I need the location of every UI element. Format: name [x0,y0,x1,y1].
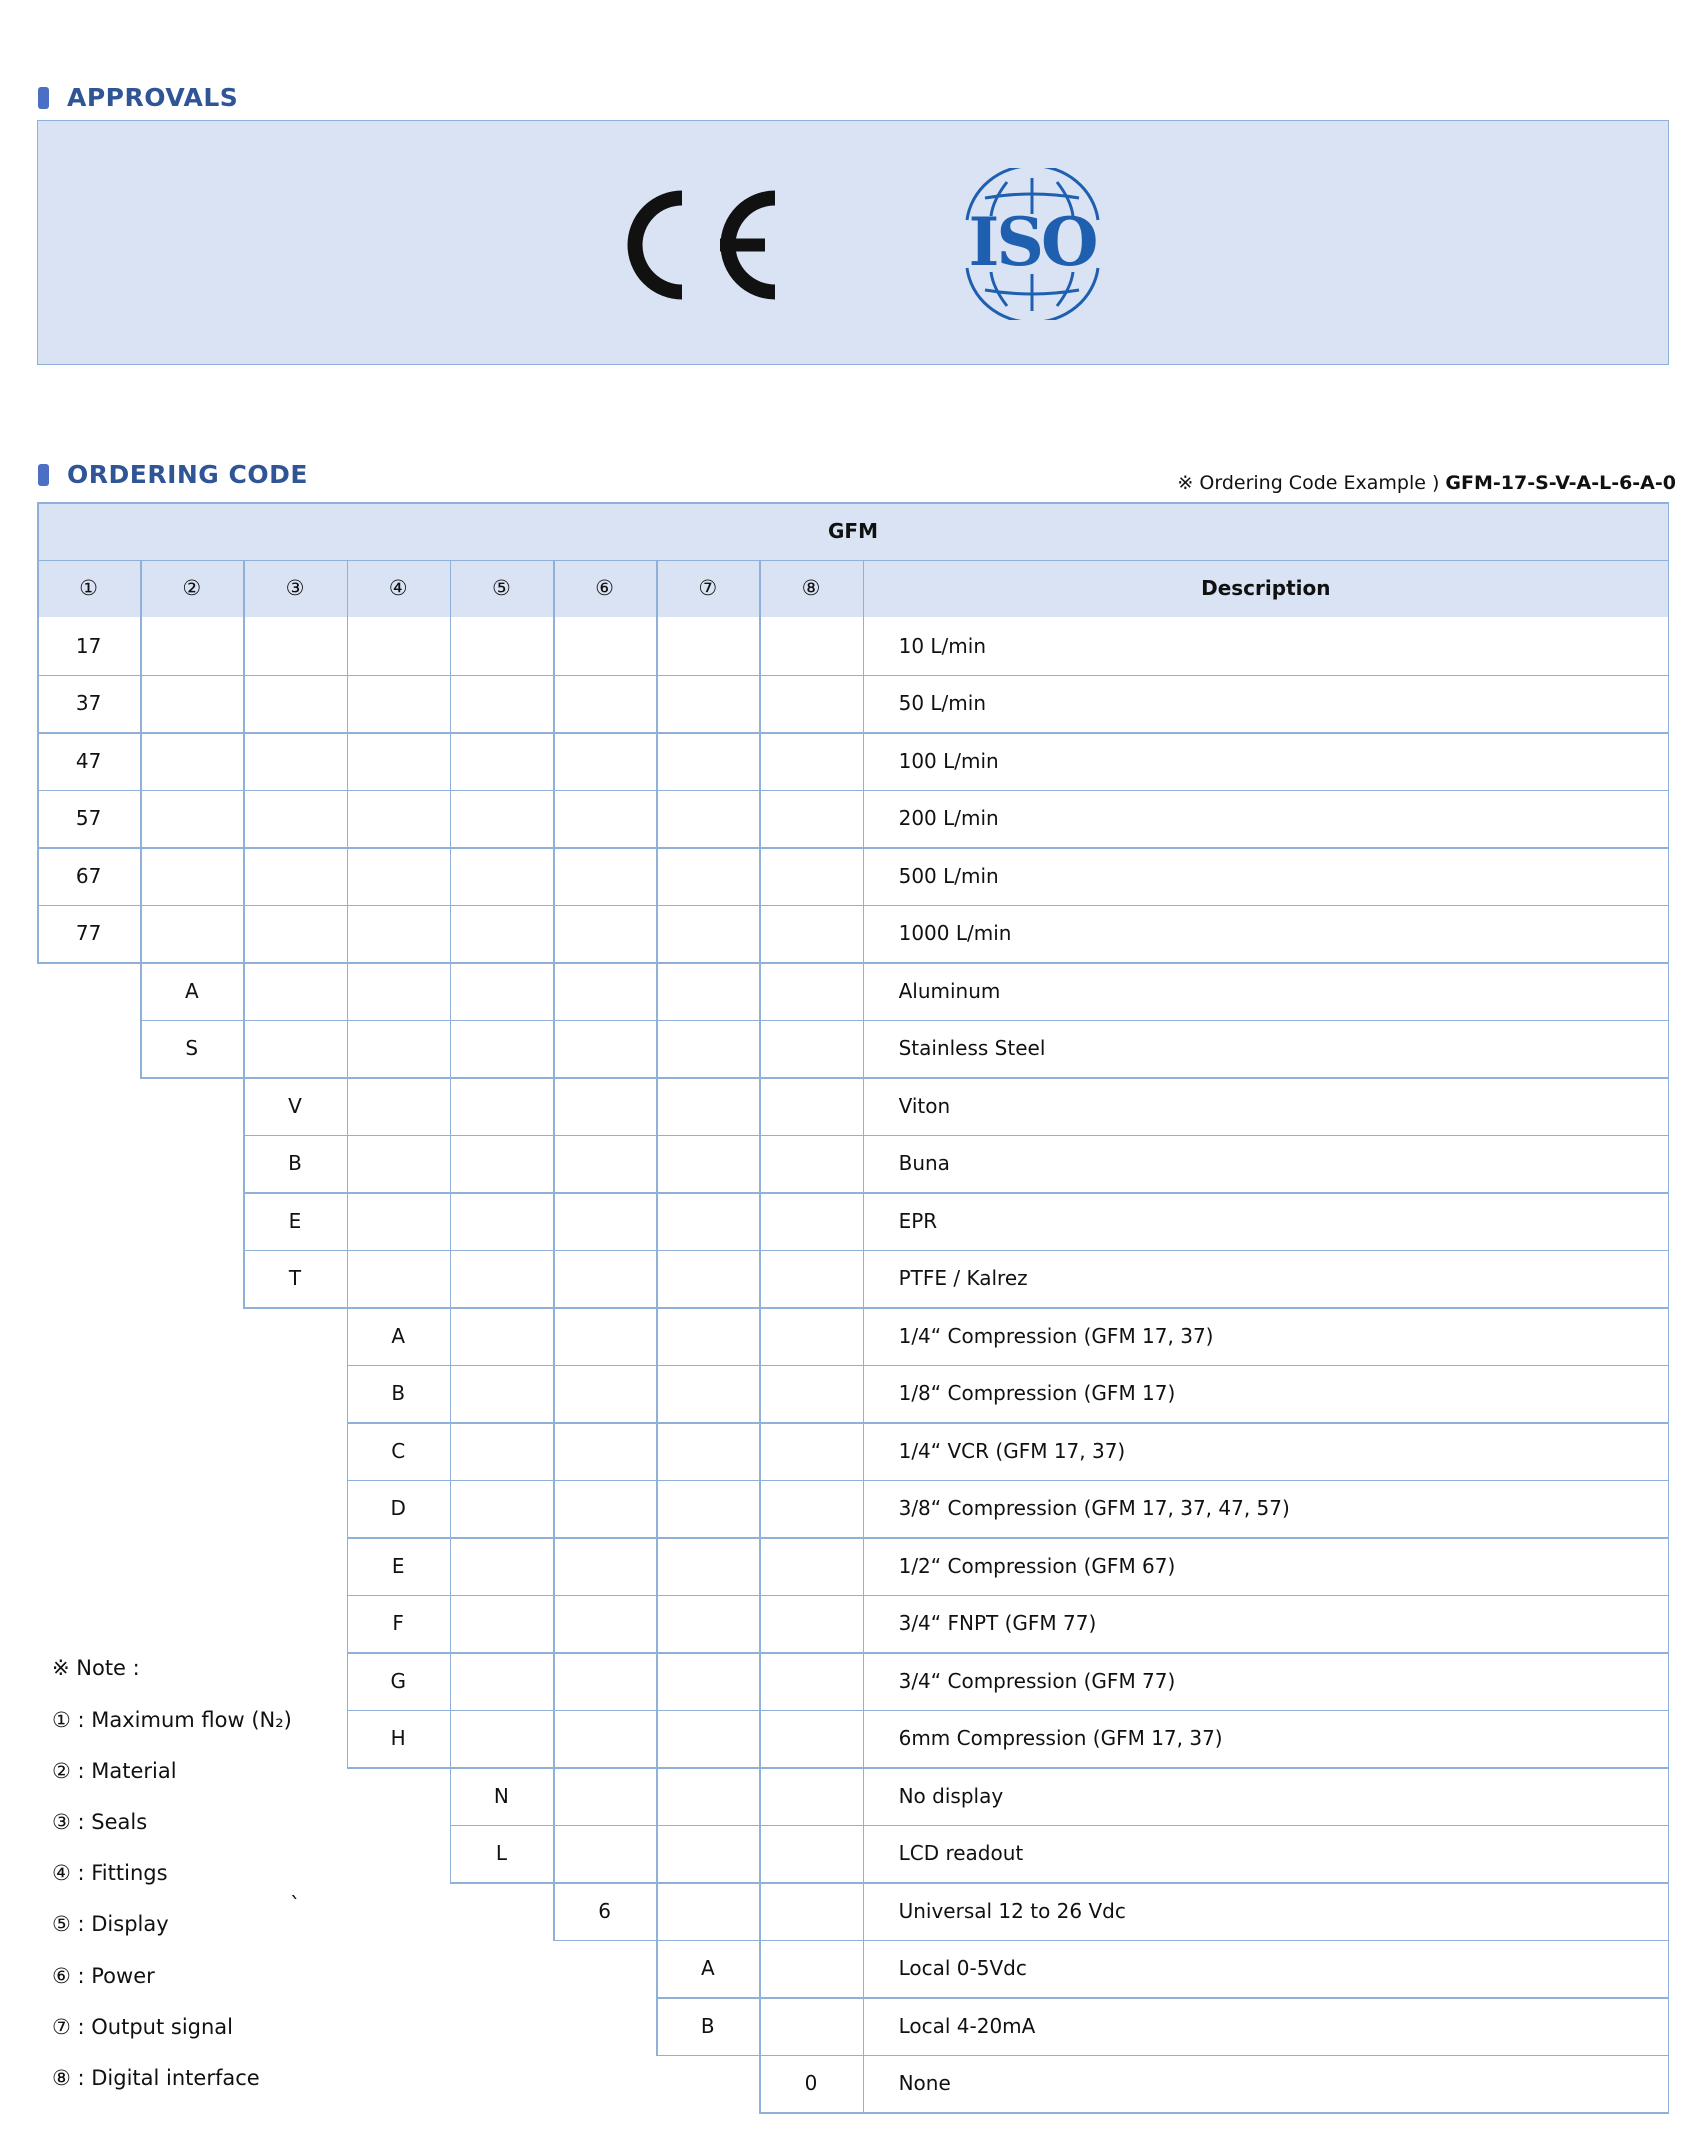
table-border [140,560,142,618]
table-border [656,1940,658,1998]
description-cell: 500 L/min [898,863,999,888]
table-border [759,1422,761,1480]
stray-mark: ` [290,1893,301,1917]
code-cell: E [288,1208,302,1233]
table-border [656,905,658,963]
table-border [347,1422,349,1480]
table-border [450,1135,452,1193]
table-border [656,1652,658,1710]
description-cell: Stainless Steel [898,1036,1046,1061]
table-border [37,847,39,905]
table-border [347,1307,349,1365]
code-cell: 6 [598,1898,611,1923]
table-border [450,617,452,675]
table-border [863,1135,865,1193]
table-border [243,1077,245,1135]
table-border [553,560,555,618]
svg-text:ISO: ISO [968,203,1096,281]
approvals-panel [37,120,1669,365]
ordering-heading [38,460,308,489]
code-cell: T [288,1266,302,1291]
table-border [863,905,865,963]
table-border [656,1480,658,1538]
table-border [243,1135,245,1193]
note-item: ① : Maximum flow (N₂) [52,1708,292,1732]
table-border [759,1595,761,1653]
table-border [656,1020,658,1078]
table-border [759,1365,761,1423]
table-border [243,847,245,905]
table-border [347,847,349,905]
table-border [450,1192,452,1250]
table-border [140,617,142,675]
table-border [863,675,865,733]
code-cell: B [700,2013,715,2038]
table-border [450,1767,452,1825]
table-border [863,1192,865,1250]
table-border [759,1940,761,1998]
ordering-example [1177,472,1676,494]
table-border [1668,1997,1670,2055]
code-cell: 17 [75,633,102,658]
table-border [656,1192,658,1250]
table-border [759,2112,1669,2114]
code-cell: 67 [75,863,102,888]
table-border [863,1480,865,1538]
table-title: GFM [37,502,1669,560]
table-border [759,1077,761,1135]
table-border [347,732,349,790]
table-border [759,732,761,790]
table-border [347,1020,349,1078]
ce-mark-icon [625,190,780,300]
table-border [759,790,761,848]
notes-title: ※ Note : [52,1656,140,1680]
table-border [863,1882,865,1940]
description-cell: 1/4“ VCR (GFM 17, 37) [898,1438,1126,1463]
column-header: ① [79,576,98,601]
table-border [347,1365,349,1423]
description-cell: 1/4“ Compression (GFM 17, 37) [898,1323,1214,1348]
table-border [656,1595,658,1653]
approvals-heading [38,83,238,112]
table-border [347,1077,349,1135]
code-cell: B [391,1381,406,1406]
table-border [1668,1077,1670,1135]
section-marker-icon [38,464,49,486]
table-border [243,1250,245,1308]
note-item: ⑤ : Display [52,1912,169,1936]
table-border [347,675,349,733]
table-border [863,1422,865,1480]
table-border [243,732,245,790]
table-border [553,617,555,675]
table-border [1668,905,1670,963]
table-border [243,675,245,733]
table-border [347,1250,349,1308]
ordering-title: ORDERING CODE [67,460,308,489]
table-border [759,1710,761,1768]
table-border [450,1595,452,1653]
table-border [863,560,865,618]
column-header: ② [182,576,202,601]
table-border [759,1767,761,1825]
table-border [450,1537,452,1595]
table-border [347,617,349,675]
table-border [656,962,658,1020]
table-border [347,1710,349,1768]
description-cell: 3/4“ Compression (GFM 77) [898,1668,1176,1693]
table-border [553,1365,555,1423]
table-border [450,675,452,733]
table-border [759,962,761,1020]
table-border [656,1250,658,1308]
code-cell: F [392,1611,404,1636]
table-border [553,905,555,963]
table-border [759,1307,761,1365]
table-border [37,560,1669,562]
table-border [347,905,349,963]
table-border [553,847,555,905]
table-border [37,905,39,963]
table-border [347,790,349,848]
description-cell: Universal 12 to 26 Vdc [898,1898,1126,1923]
table-border [656,1135,658,1193]
code-cell: N [493,1783,509,1808]
table-border [553,1710,555,1768]
table-border [863,1710,865,1768]
table-border [553,962,555,1020]
table-border [347,1135,349,1193]
table-border [1668,617,1670,675]
code-cell: A [184,978,199,1003]
table-border [553,1192,555,1250]
code-cell: S [185,1036,199,1061]
table-border [553,675,555,733]
table-border [243,962,245,1020]
code-cell: G [390,1668,406,1693]
table-border [656,1365,658,1423]
table-border [1668,1882,1670,1940]
table-border [759,1997,761,2055]
description-cell: Aluminum [898,978,1001,1003]
description-cell: 200 L/min [898,806,999,831]
column-header: ③ [285,576,305,601]
table-border [1668,1192,1670,1250]
table-border [1668,675,1670,733]
table-border [347,1480,349,1538]
table-border [450,1250,452,1308]
table-border [863,732,865,790]
table-border [553,1250,555,1308]
table-border [863,1940,865,1998]
table-border [656,1422,658,1480]
table-border [1668,1537,1670,1595]
table-border [553,1825,555,1883]
table-border [37,617,39,675]
table-border [347,1595,349,1653]
table-border [1668,1250,1670,1308]
table-border [450,847,452,905]
table-border [140,790,142,848]
table-border [863,1250,865,1308]
table-border [759,1135,761,1193]
table-border [347,560,349,618]
column-header: ⑥ [595,576,614,601]
table-border [759,1882,761,1940]
description-cell: None [898,2071,951,2096]
table-border [759,847,761,905]
table-border [863,1595,865,1653]
description-cell: 1/8“ Compression (GFM 17) [898,1381,1176,1406]
code-cell: C [391,1438,406,1463]
table-border [450,962,452,1020]
table-border [553,1020,555,1078]
table-border [759,617,761,675]
column-header: ④ [388,576,408,601]
table-border [553,732,555,790]
table-border [1668,1767,1670,1825]
description-cell: Viton [898,1093,951,1118]
description-cell: 100 L/min [898,748,999,773]
table-border [863,962,865,1020]
description-cell: Buna [898,1151,950,1176]
table-border [1668,1365,1670,1423]
table-border [450,905,452,963]
table-border [1668,502,1670,617]
table-border [347,962,349,1020]
description-cell: EPR [898,1208,938,1233]
table-border [140,905,142,963]
table-border [243,1192,245,1250]
table-border [450,1825,452,1883]
table-border [553,1135,555,1193]
table-border [863,1077,865,1135]
table-border [863,1307,865,1365]
table-border [863,1537,865,1595]
table-border [1668,962,1670,1020]
description-cell: 1000 L/min [898,921,1012,946]
code-cell: H [390,1726,406,1751]
column-header: ⑤ [491,576,511,601]
table-border [1668,732,1670,790]
description-cell: Local 0-5Vdc [898,1956,1027,1981]
table-border [553,1652,555,1710]
table-border [759,1020,761,1078]
table-border [1668,1422,1670,1480]
table-border [347,1537,349,1595]
table-border [759,905,761,963]
note-item: ④ : Fittings [52,1861,168,1885]
table-border [553,790,555,848]
table-border [863,617,865,675]
table-border [450,1365,452,1423]
table-border [759,675,761,733]
code-cell: 0 [804,2071,818,2096]
table-border [553,1537,555,1595]
description-cell: PTFE / Kalrez [898,1266,1028,1291]
description-cell: LCD readout [898,1841,1024,1866]
table-border [450,1652,452,1710]
table-border [450,732,452,790]
table-border [37,502,1669,504]
approvals-title: APPROVALS [67,83,239,112]
description-cell: Local 4-20mA [898,2013,1036,2038]
table-border [140,675,142,733]
example-prefix: ※ Ordering Code Example ) [1177,472,1440,494]
table-border [450,1020,452,1078]
table-border [553,1767,555,1825]
table-border [863,1825,865,1883]
description-cell: 10 L/min [898,633,986,658]
table-border [450,560,452,618]
table-border [1668,1595,1670,1653]
table-border [553,1595,555,1653]
table-border [347,1192,349,1250]
description-cell: 1/2“ Compression (GFM 67) [898,1553,1176,1578]
table-border [759,1192,761,1250]
code-cell: 77 [75,921,102,946]
column-header: ⑧ [801,576,821,601]
iso-logo-icon [945,168,1120,320]
table-border [553,1422,555,1480]
description-cell: No display [898,1783,1004,1808]
table-border [1668,1307,1670,1365]
table-border [450,790,452,848]
table-border [656,1997,658,2055]
code-cell: E [391,1553,405,1578]
table-border [863,1652,865,1710]
table-border [656,1825,658,1883]
table-border [863,1020,865,1078]
code-cell: A [391,1323,406,1348]
table-border [1668,1940,1670,1998]
table-border [1668,790,1670,848]
table-border [759,2055,761,2113]
code-cell: B [288,1151,302,1176]
table-border [863,1767,865,1825]
code-cell: V [288,1093,302,1118]
table-border [863,2055,865,2113]
note-item: ③ : Seals [52,1810,148,1834]
table-border [450,1307,452,1365]
table-border [656,560,658,618]
table-border [759,1825,761,1883]
code-cell: 47 [75,748,102,773]
table-border [656,617,658,675]
table-border [243,1020,245,1078]
table-border [243,560,245,618]
code-cell: D [390,1496,406,1521]
table-border [553,1480,555,1538]
table-border [863,790,865,848]
table-border [656,847,658,905]
table-border [140,962,142,1020]
table-border [37,502,39,617]
table-border [656,790,658,848]
table-border [450,1480,452,1538]
table-border [450,1077,452,1135]
table-border [347,1652,349,1710]
table-border [1668,2055,1670,2113]
note-item: ⑥ : Power [52,1964,155,1988]
table-border [140,847,142,905]
table-border [759,1480,761,1538]
description-cell: 6mm Compression (GFM 17, 37) [898,1726,1223,1751]
table-border [1668,1480,1670,1538]
table-border [243,790,245,848]
code-cell: 37 [75,691,102,716]
table-border [759,1537,761,1595]
note-item: ⑦ : Output signal [52,2015,233,2039]
table-border [553,1882,555,1940]
section-marker-icon [38,87,49,109]
table-border [656,1710,658,1768]
table-border [1668,1652,1670,1710]
table-border [140,732,142,790]
table-border [656,675,658,733]
code-cell: 57 [75,806,102,831]
table-border [37,790,39,848]
table-border [450,1710,452,1768]
table-border [863,1365,865,1423]
code-cell: A [700,1956,715,1981]
description-cell: 3/4“ FNPT (GFM 77) [898,1611,1097,1636]
example-code: GFM-17-S-V-A-L-6-A-0 [1445,472,1676,494]
note-item: ⑧ : Digital interface [52,2066,260,2090]
code-cell: L [495,1841,507,1866]
table-border [656,1077,658,1135]
table-border [759,1652,761,1710]
table-border [656,732,658,790]
table-border [656,1307,658,1365]
table-border [656,1537,658,1595]
description-header: Description [1201,576,1331,601]
column-header: ⑦ [698,576,718,601]
table-border [450,1422,452,1480]
table-border [37,675,39,733]
table-border [1668,1710,1670,1768]
table-border [140,1020,142,1078]
table-border [863,847,865,905]
table-border [1668,847,1670,905]
table-border [1668,1135,1670,1193]
table-border [1668,1020,1670,1078]
table-border [1668,1825,1670,1883]
note-item: ② : Material [52,1759,177,1783]
table-border [863,1997,865,2055]
description-cell: 3/8“ Compression (GFM 17, 37, 47, 57) [898,1496,1290,1521]
table-border [656,1882,658,1940]
table-border [656,1767,658,1825]
table-border [553,1077,555,1135]
table-border [759,1250,761,1308]
table-border [553,1307,555,1365]
description-cell: 50 L/min [898,691,986,716]
table-border [243,905,245,963]
table-border [37,732,39,790]
table-border [243,617,245,675]
table-border [759,560,761,618]
